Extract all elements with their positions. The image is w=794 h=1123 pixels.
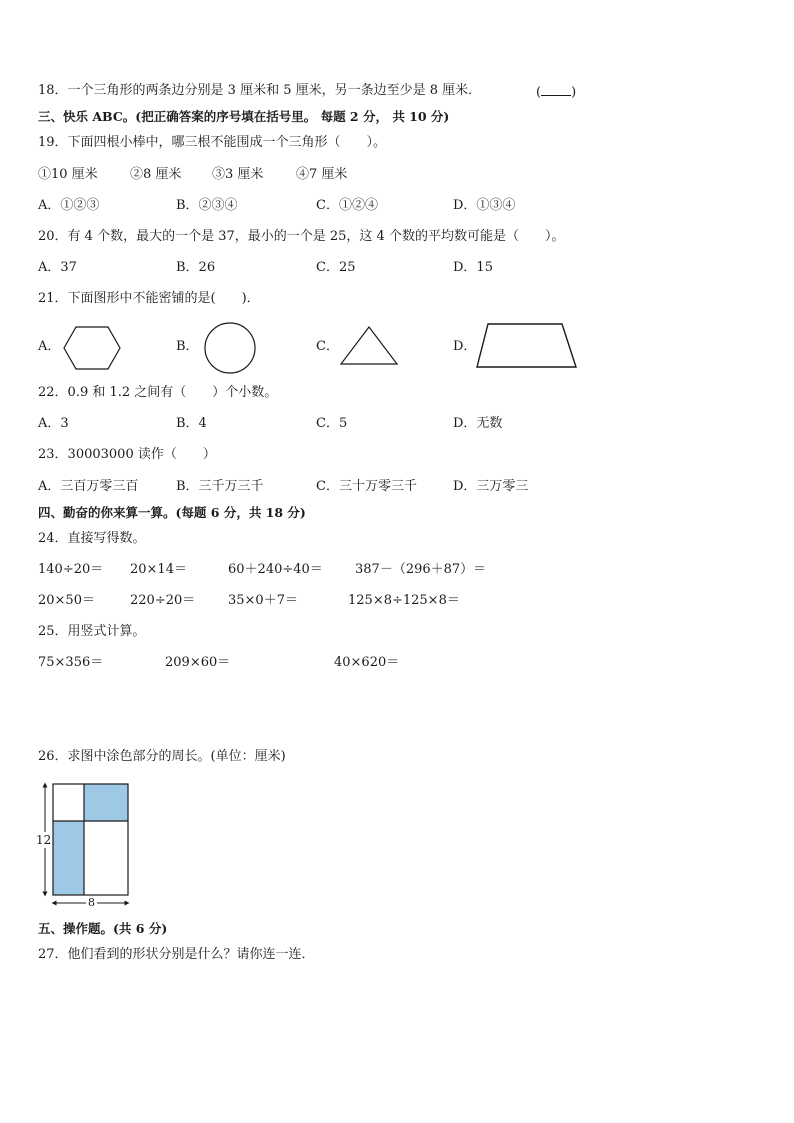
circle-shape [203, 321, 257, 375]
question-21-text: 21．下面图形中不能密铺的是( )． [38, 291, 260, 306]
calc-item: 35×0＋7＝ [228, 593, 298, 608]
q21-option-d[interactable]: D． [453, 339, 477, 354]
q21-option-a[interactable]: A． [38, 339, 61, 354]
stick-1: ①10 厘米 [38, 167, 98, 182]
q19-option-a[interactable]: A．①②③ [38, 198, 100, 213]
hexagon-shape [62, 325, 122, 371]
calc-item: 387－（296＋87）＝ [355, 562, 487, 577]
calc-item: 20×50＝ [38, 593, 95, 608]
calc-item: 125×8÷125×8＝ [348, 593, 460, 608]
width-label: 8 [88, 896, 95, 909]
q21-option-b[interactable]: B． [176, 339, 199, 354]
question-18-text: 18．一个三角形的两条边分别是 3 厘米和 5 厘米，另一条边至少是 8 厘米． [38, 83, 482, 98]
q19-option-b[interactable]: B．②③④ [176, 198, 238, 213]
section-3-title: 三、快乐 ABC。(把正确答案的序号填在括号里。 每题 2 分， 共 10 分) [38, 109, 450, 124]
calc-item: 60＋240÷40＝ [228, 562, 323, 577]
q23-option-a[interactable]: A．三百万零三百 [38, 479, 139, 494]
q22-option-a[interactable]: A．3 [38, 416, 69, 431]
question-20-text: 20．有 4 个数，最大的一个是 37，最小的一个是 25，这 4 个数的平均数可能是（ ）。 [38, 229, 565, 244]
question-24-text: 24．直接写得数。 [38, 531, 146, 546]
q19-option-c[interactable]: C．①②④ [316, 198, 378, 213]
section-4-title: 四、勤奋的你来算一算。(每题 6 分，共 18 分) [38, 505, 306, 520]
calc-item: 140÷20＝ [38, 562, 104, 577]
height-label: 12 [36, 833, 52, 847]
q23-option-c[interactable]: C．三十万零三千 [316, 479, 417, 494]
vertical-calc-item: 75×356＝ [38, 655, 104, 670]
q23-option-b[interactable]: B．三千万三千 [176, 479, 264, 494]
triangle-shape [339, 325, 399, 367]
question-25-text: 25．用竖式计算。 [38, 624, 146, 639]
question-18 [38, 83, 481, 99]
vertical-calc-item: 40×620＝ [334, 655, 400, 670]
q20-option-d[interactable]: D．15 [453, 260, 493, 275]
question-19-text: 19．下面四根小棒中，哪三根不能围成一个三角形（ ）。 [38, 135, 387, 150]
stick-4: ④7 厘米 [296, 167, 348, 182]
question-23-text: 23．30003000 读作（ ） [38, 447, 216, 462]
vertical-calc-item: 209×60＝ [165, 655, 231, 670]
q20-option-a[interactable]: A．37 [38, 260, 77, 275]
question-18-answer-blank[interactable]: ( ) [536, 85, 577, 100]
q21-option-c[interactable]: C． [316, 339, 339, 354]
calc-item: 20×14＝ [130, 562, 187, 577]
trapezoid-shape [474, 320, 580, 372]
q22-option-b[interactable]: B．4 [176, 416, 207, 431]
q23-option-d[interactable]: D．三万零三 [453, 479, 529, 494]
question-22-text: 22．0.9 和 1.2 之间有（ ）个小数。 [38, 385, 278, 400]
q19-option-d[interactable]: D．①③④ [453, 198, 516, 213]
stick-2: ②8 厘米 [130, 167, 182, 182]
stick-3: ③3 厘米 [212, 167, 264, 182]
q20-option-c[interactable]: C．25 [316, 260, 356, 275]
perimeter-figure [36, 782, 136, 910]
question-27-text: 27．他们看到的形状分别是什么？请你连一连． [38, 947, 315, 962]
q22-option-c[interactable]: C．5 [316, 416, 348, 431]
q20-option-b[interactable]: B．26 [176, 260, 216, 275]
q22-option-d[interactable]: D．无数 [453, 416, 503, 431]
calc-item: 220÷20＝ [130, 593, 196, 608]
section-5-title: 五、操作题。(共 6 分) [38, 921, 168, 936]
question-26-text: 26．求图中涂色部分的周长。(单位：厘米) [38, 749, 286, 764]
